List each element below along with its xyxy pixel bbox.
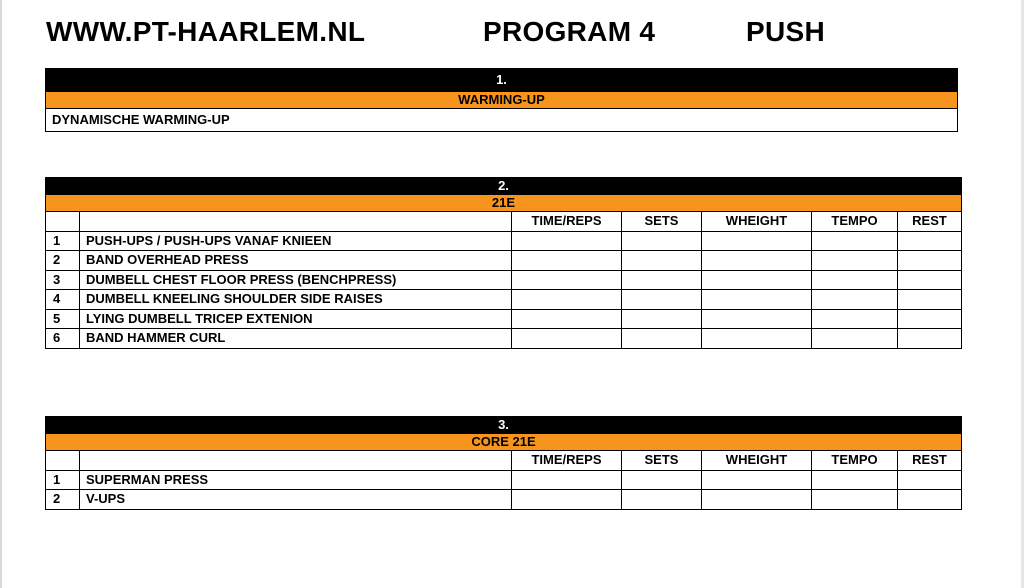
section-number: 2. xyxy=(46,178,962,195)
exercise-number: 5 xyxy=(46,309,80,329)
cell-rest[interactable] xyxy=(898,329,962,349)
exercise-number: 2 xyxy=(46,490,80,510)
column-header-weight: WHEIGHT xyxy=(702,212,812,232)
cell-time-reps[interactable] xyxy=(512,231,622,251)
cell-tempo[interactable] xyxy=(812,470,898,490)
cell-sets[interactable] xyxy=(622,470,702,490)
cell-time-reps[interactable] xyxy=(512,270,622,290)
header-cell-empty xyxy=(46,212,80,232)
section-21e-table xyxy=(45,177,962,349)
cell-sets[interactable] xyxy=(622,309,702,329)
exercise-name: LYING DUMBELL TRICEP EXTENION xyxy=(80,309,512,329)
cell-sets[interactable] xyxy=(622,270,702,290)
cell-rest[interactable] xyxy=(898,270,962,290)
header-cell-empty xyxy=(46,451,80,471)
exercise-number: 4 xyxy=(46,290,80,310)
section-number: 3. xyxy=(46,417,962,434)
cell-time-reps[interactable] xyxy=(512,470,622,490)
section-title: 21E xyxy=(46,195,962,212)
exercise-number: 1 xyxy=(46,470,80,490)
section-number: 1. xyxy=(46,69,958,92)
column-header-time-reps: TIME/REPS xyxy=(512,212,622,232)
cell-time-reps[interactable] xyxy=(512,290,622,310)
column-header-weight: WHEIGHT xyxy=(702,451,812,471)
exercise-name: DYNAMISCHE WARMING-UP xyxy=(46,109,958,132)
exercise-number: 3 xyxy=(46,270,80,290)
program-type: PUSH xyxy=(746,16,825,47)
cell-tempo[interactable] xyxy=(812,329,898,349)
table-row xyxy=(46,251,962,271)
section-number-bar xyxy=(46,178,962,195)
table-row xyxy=(46,270,962,290)
page-edge-left xyxy=(0,0,2,588)
column-header-sets: SETS xyxy=(622,212,702,232)
cell-sets[interactable] xyxy=(622,490,702,510)
cell-time-reps[interactable] xyxy=(512,329,622,349)
section-title-bar xyxy=(46,434,962,451)
cell-tempo[interactable] xyxy=(812,309,898,329)
column-header-sets: SETS xyxy=(622,451,702,471)
table-header-row xyxy=(46,212,962,232)
section-core-21e-table xyxy=(45,416,962,510)
exercise-name: BAND OVERHEAD PRESS xyxy=(80,251,512,271)
header-cell-empty xyxy=(80,212,512,232)
program-title: PROGRAM 4 xyxy=(483,16,656,47)
cell-tempo[interactable] xyxy=(812,490,898,510)
exercise-name: PUSH-UPS / PUSH-UPS VANAF KNIEEN xyxy=(80,231,512,251)
section-number-bar xyxy=(46,69,958,92)
section-title: CORE 21E xyxy=(46,434,962,451)
cell-weight[interactable] xyxy=(702,270,812,290)
cell-tempo[interactable] xyxy=(812,231,898,251)
exercise-name: SUPERMAN PRESS xyxy=(80,470,512,490)
column-header-time-reps: TIME/REPS xyxy=(512,451,622,471)
cell-tempo[interactable] xyxy=(812,270,898,290)
cell-sets[interactable] xyxy=(622,290,702,310)
section-number-bar xyxy=(46,417,962,434)
section-title: WARMING-UP xyxy=(46,92,958,109)
table-row xyxy=(46,231,962,251)
table-row xyxy=(46,290,962,310)
cell-time-reps[interactable] xyxy=(512,309,622,329)
site-title: WWW.PT-HAARLEM.NL xyxy=(46,16,366,47)
cell-rest[interactable] xyxy=(898,309,962,329)
table-header-row xyxy=(46,451,962,471)
cell-weight[interactable] xyxy=(702,309,812,329)
cell-sets[interactable] xyxy=(622,251,702,271)
cell-tempo[interactable] xyxy=(812,251,898,271)
exercise-name: DUMBELL CHEST FLOOR PRESS (BENCHPRESS) xyxy=(80,270,512,290)
cell-rest[interactable] xyxy=(898,470,962,490)
column-header-rest: REST xyxy=(898,451,962,471)
cell-weight[interactable] xyxy=(702,290,812,310)
column-header-rest: REST xyxy=(898,212,962,232)
section-title-bar xyxy=(46,195,962,212)
cell-weight[interactable] xyxy=(702,231,812,251)
cell-rest[interactable] xyxy=(898,490,962,510)
exercise-name: V-UPS xyxy=(80,490,512,510)
cell-rest[interactable] xyxy=(898,290,962,310)
cell-weight[interactable] xyxy=(702,470,812,490)
exercise-number: 1 xyxy=(46,231,80,251)
cell-sets[interactable] xyxy=(622,231,702,251)
header-cell-empty xyxy=(80,451,512,471)
exercise-name: DUMBELL KNEELING SHOULDER SIDE RAISES xyxy=(80,290,512,310)
column-header-tempo: TEMPO xyxy=(812,212,898,232)
cell-time-reps[interactable] xyxy=(512,490,622,510)
table-row xyxy=(46,329,962,349)
cell-rest[interactable] xyxy=(898,251,962,271)
table-row xyxy=(46,109,958,132)
table-row xyxy=(46,490,962,510)
cell-tempo[interactable] xyxy=(812,290,898,310)
cell-rest[interactable] xyxy=(898,231,962,251)
section-warming-up-table xyxy=(45,68,958,132)
cell-time-reps[interactable] xyxy=(512,251,622,271)
cell-sets[interactable] xyxy=(622,329,702,349)
table-row xyxy=(46,470,962,490)
cell-weight[interactable] xyxy=(702,329,812,349)
exercise-name: BAND HAMMER CURL xyxy=(80,329,512,349)
exercise-number: 6 xyxy=(46,329,80,349)
exercise-number: 2 xyxy=(46,251,80,271)
section-title-bar xyxy=(46,92,958,109)
table-row xyxy=(46,309,962,329)
cell-weight[interactable] xyxy=(702,251,812,271)
column-header-tempo: TEMPO xyxy=(812,451,898,471)
cell-weight[interactable] xyxy=(702,490,812,510)
